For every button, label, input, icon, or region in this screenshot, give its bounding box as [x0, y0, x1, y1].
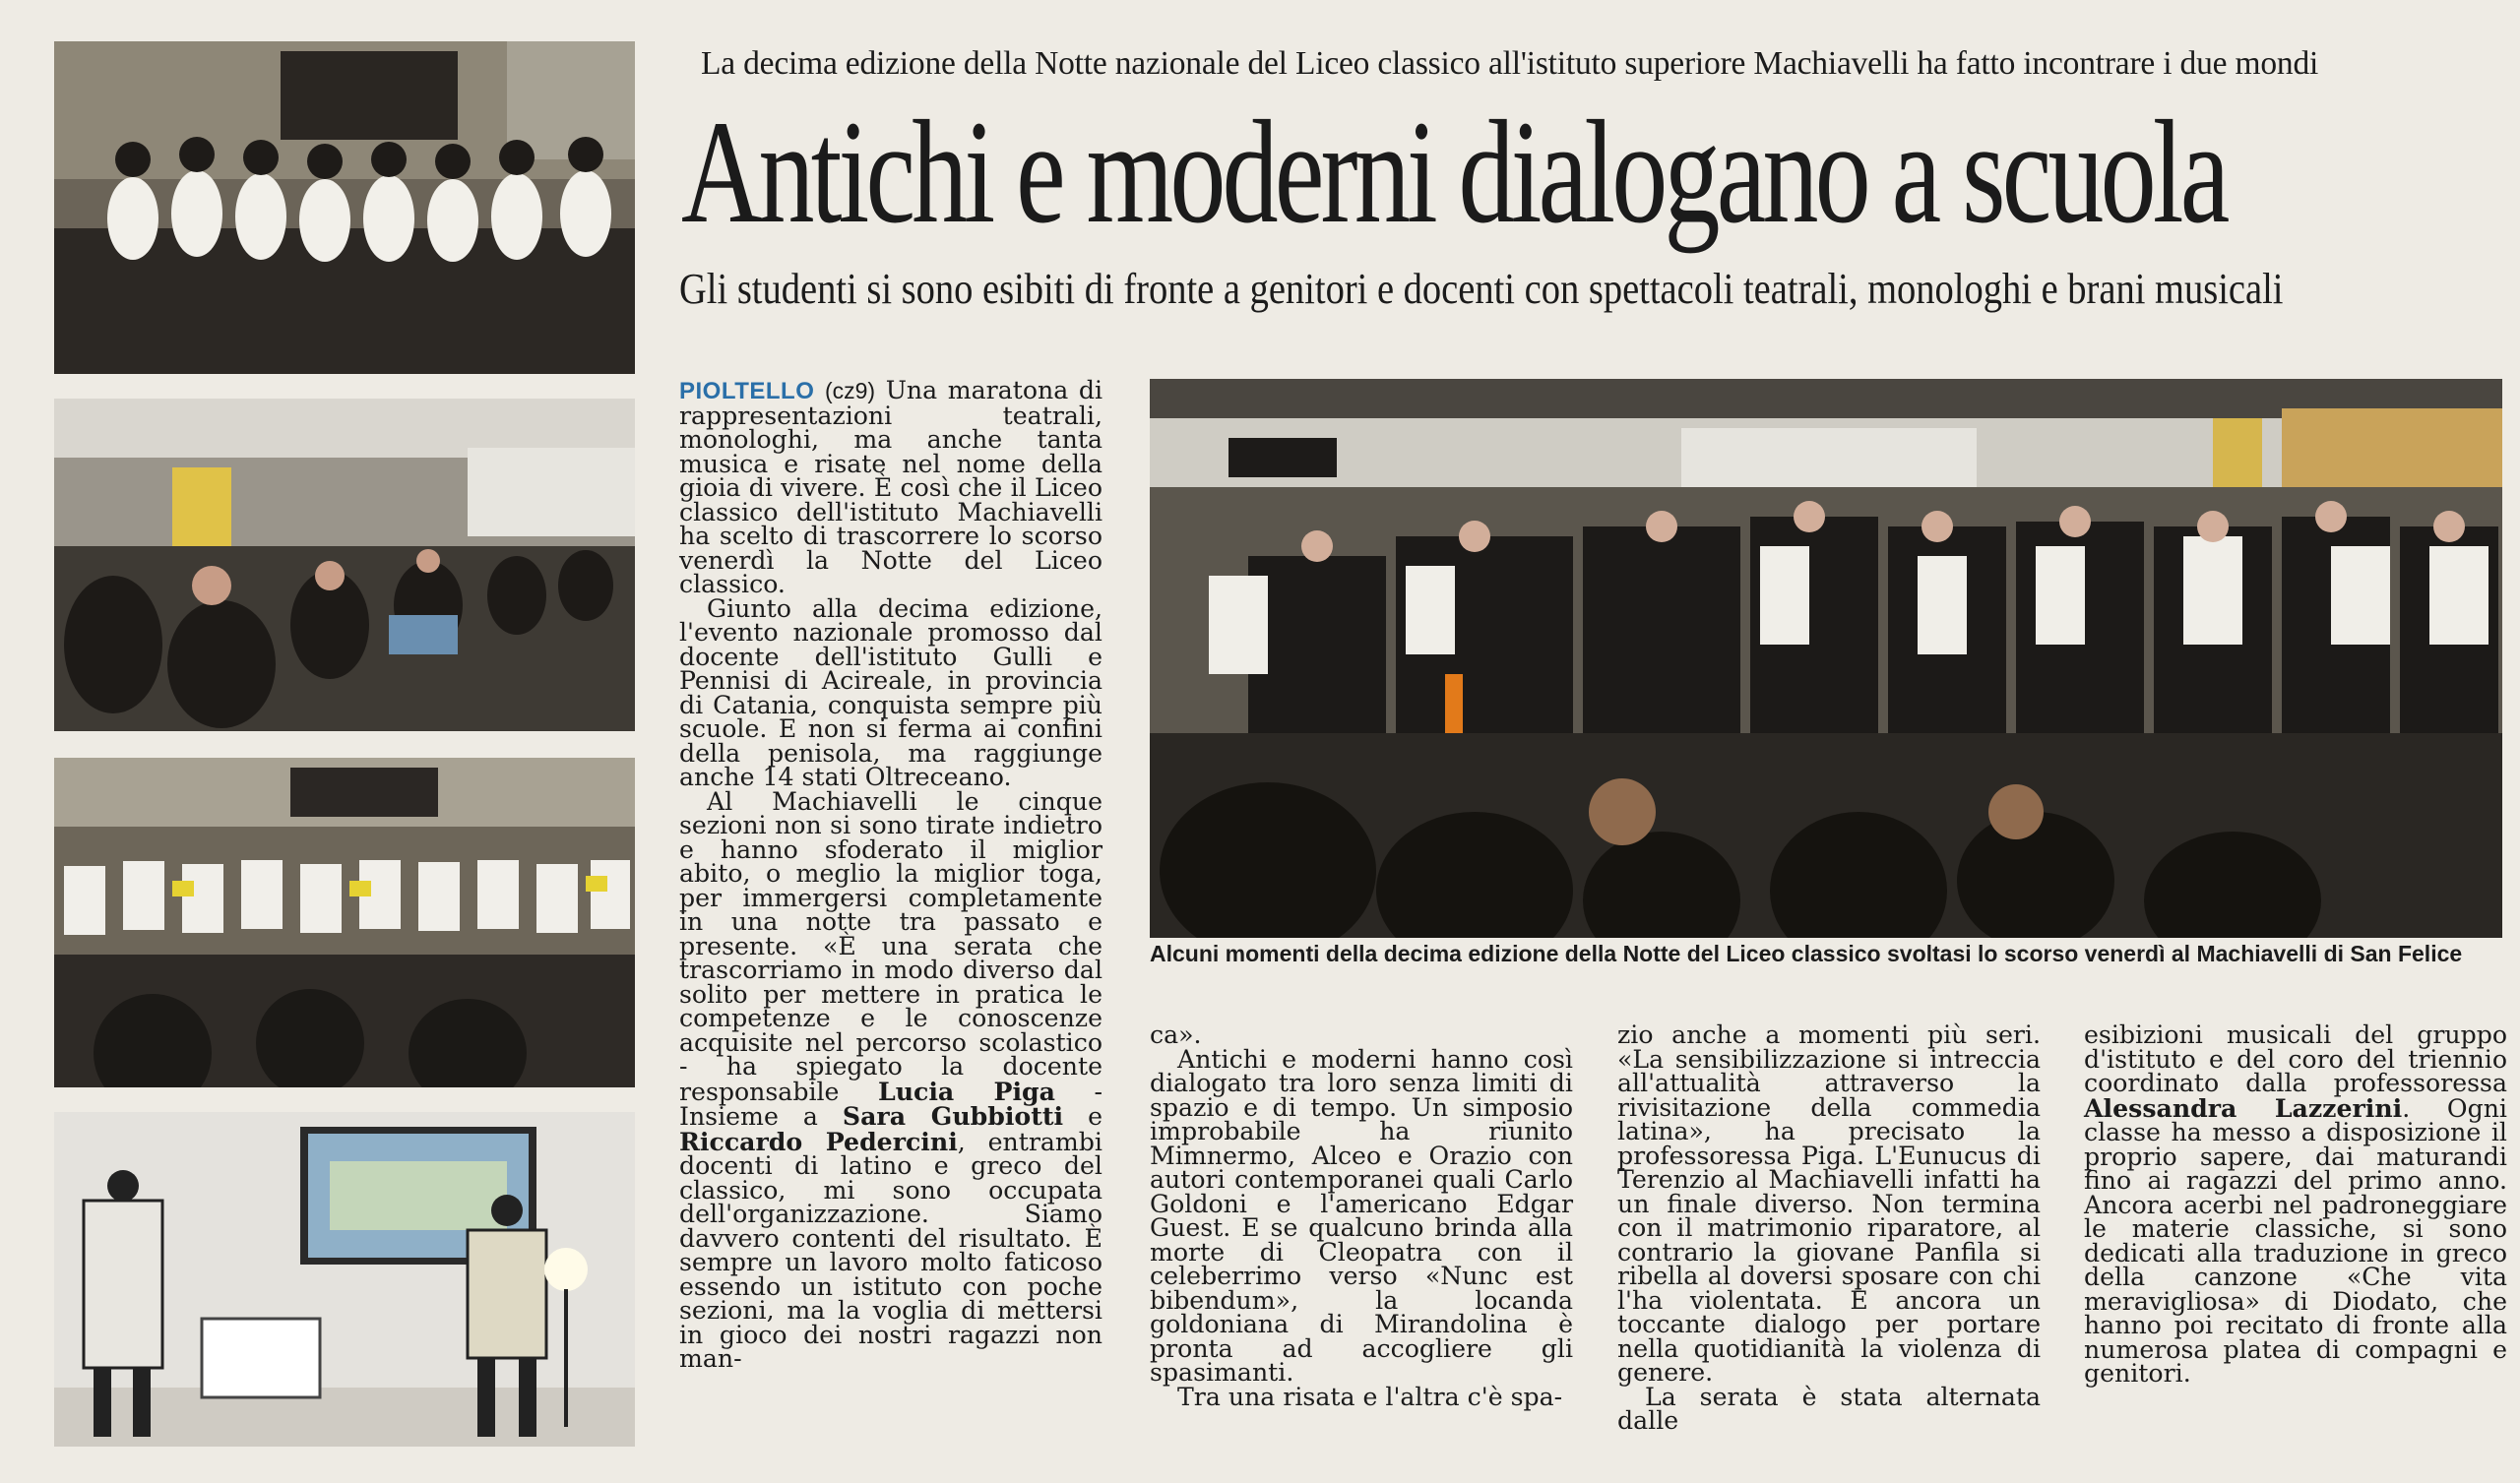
paragraph [679, 786, 1102, 1373]
subheadline: Gli studenti si sono esibiti di fronte a genitori e docenti con spettacoli teatrali, monologhi e brani musicali [679, 265, 2284, 313]
choir-photo [54, 41, 635, 374]
dateline: PIOLTELLO [679, 378, 815, 404]
paragraph: Antichi e moderni hanno così dialogato tra loro senza limiti di spazio e di tempo. Un simposio improbabile ha riunito Mimnermo, Alceo e Orazio con autori contemporanei quali Carlo Goldoni e l'americano Edgar Guest. E se qualcuno brinda alla morte di Cleopatra con il celeberrimo verso «Nunc est bibendum», la locanda goldoniana di Mirandolina è pronta ad accogliere gli spasimanti. [1150, 1044, 1573, 1387]
column-1 [679, 376, 1102, 1373]
text: . Ogni classe ha messo a disposizione il proprio sapere, dai maturandi fino ai ragazzi del primo anno. Ancora acerbi nel padroneggiare le materie classiche, si sono dedicati alla traduzione in greco della canzone «Che vita meravigliosa» di Diodato, che hanno poi recitato di fronte alla numerosa platea di compagni e genitori. [2084, 1093, 2507, 1388]
byline: (cz9) [824, 378, 876, 403]
costume-stage-photo [54, 1112, 635, 1447]
paragraph: Giunto alla decima edizione, l'evento nazionale promosso dal docente dell'istituto Gulli e Pennisi di Acireale, in provincia di Catania, conquista sempre più scuole. E non si ferma ai confini della penisola, ma raggiunge anche 14 stati Oltreceano. [679, 593, 1102, 791]
person-name: Riccardo Pedercini [679, 1126, 958, 1156]
text: esibizioni musicali del gruppo d'istituto e del coro del triennio coordinato dalla professoressa [2084, 1020, 2507, 1097]
choir-performance-photo [54, 758, 635, 1087]
column-2 [1150, 1020, 1573, 1411]
headline: Antichi e moderni dialogano a scuola [681, 91, 2227, 254]
paragraph: zio anche a momenti più seri. «La sensibilizzazione si intreccia all'attualità attraverso la rivisitazione della commedia latina», ha precisato la professoressa Piga. L'Eunucus di Terenzio al Machiavelli infatti ha un finale diverso. Non termina con il matrimonio riparatore, al contrario la giovane Panfila si ribella al doversi sposare con chi l'ha violentata. E ancora un toccante dialogo per portare nella quotidianità la violenza di genere. [1617, 1020, 2041, 1387]
person-name: Lucia Piga [877, 1076, 1055, 1106]
text: e [1063, 1102, 1102, 1131]
paragraph: Tra una risata e l'altra c'è spa- [1177, 1382, 1563, 1411]
column-4 [2084, 1020, 2507, 1388]
text: Una maratona di rappresentazioni teatrali, monologhi, ma anche tanta musica e risate nel nome della gioia di vivere. È così che il Liceo classico dell'istituto Machiavelli ha scelto di trascorrere lo scorso venerdì la Notte del Liceo classico. [679, 376, 1102, 598]
person-name: Alessandra Lazzerini [2084, 1092, 2403, 1123]
paragraph: ca». [1150, 1020, 1202, 1049]
audience-photo [54, 399, 635, 731]
kicker: La decima edizione della Notte nazionale del Liceo classico all'istituto superiore Machiavelli ha fatto incontrare i due mondi [701, 45, 2319, 82]
paragraph [679, 376, 1102, 598]
person-name: Sara Gubbiotti [842, 1101, 1064, 1131]
text: - Insieme a [679, 1077, 1102, 1131]
text: , entrambi docenti di latino e greco del classico, mi sono occupata dell'organizzazione. Siamo davvero contenti del risultato. È sempre un lavoro molto faticoso essendo un istituto con poche sezioni, ma la voglia di mettersi in gioco dei nostri ragazzi non man- [679, 1127, 1102, 1373]
column-3 [1617, 1020, 2041, 1435]
paragraph: La serata è stata alternata dalle [1617, 1382, 2041, 1435]
main-group-photo [1150, 379, 2502, 938]
photo-caption: Alcuni momenti della decima edizione della Notte del Liceo classico svoltasi lo scorso venerdì al Machiavelli di San Felice [1150, 941, 2463, 966]
text: Al Machiavelli le cinque sezioni non si sono tirate indietro e hanno sfoderato il miglior abito, o meglio la miglior toga, per immergersi completamente in una notte tra passato e presente. «È una serata che trascorriamo in modo diverso dal solito per mettere in pratica le competenze e le conoscenze acquisite nel percorso scolastico - ha spiegato la docente responsabile [679, 786, 1102, 1106]
paragraph [2084, 1020, 2507, 1388]
